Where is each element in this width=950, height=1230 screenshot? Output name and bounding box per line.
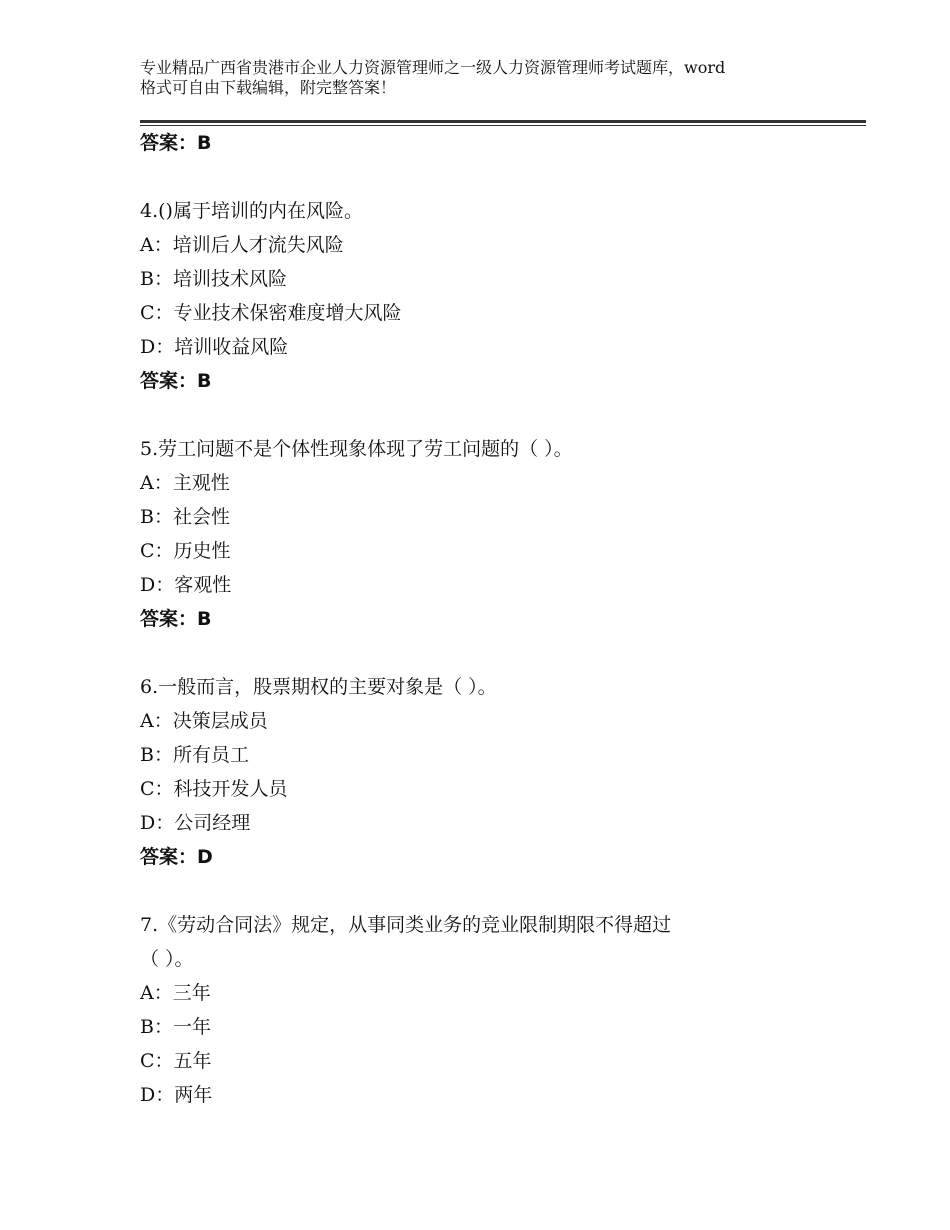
document-header (140, 58, 840, 98)
answer-line: 答案：B (140, 370, 212, 392)
option-c: C：历史性 (140, 540, 231, 562)
option-c: C：科技开发人员 (140, 778, 288, 800)
question-block-5 (140, 432, 866, 636)
spacer (140, 160, 866, 194)
option-b: B：培训技术风险 (140, 268, 287, 290)
option-a: A：决策层成员 (140, 710, 268, 732)
option-a: A：培训后人才流失风险 (140, 234, 344, 256)
option-b: B：所有员工 (140, 744, 249, 766)
option-b: B：一年 (140, 1016, 211, 1038)
question-block-4 (140, 194, 866, 398)
option-a: A：三年 (140, 982, 211, 1004)
question-stem: 4.()属于培训的内在风险。 (140, 200, 363, 222)
header-line-1: 专业精品广西省贵港市企业人力资源管理师之一级人力资源管理师考试题库，word (140, 58, 726, 77)
option-b: B：社会性 (140, 506, 230, 528)
previous-answer: 答案：B (140, 132, 212, 154)
spacer (140, 398, 866, 432)
option-d: D：客观性 (140, 574, 232, 596)
question-stem: 5.劳工问题不是个体性现象体现了劳工问题的（ ）。 (140, 438, 573, 460)
header-rule-thick (140, 120, 866, 123)
option-d: D：公司经理 (140, 812, 251, 834)
question-stem: 7.《劳动合同法》规定，从事同类业务的竞业限制期限不得超过 (140, 914, 672, 936)
option-d: D：培训收益风险 (140, 336, 289, 358)
option-d: D：两年 (140, 1084, 213, 1106)
question-stem: 6.一般而言，股票期权的主要对象是（ ）。 (140, 676, 497, 698)
question-list (140, 126, 866, 1112)
spacer (140, 874, 866, 908)
option-c: C：五年 (140, 1050, 212, 1072)
question-block-6 (140, 670, 866, 874)
question-stem-continued: （ ）。 (140, 948, 194, 970)
option-a: A：主观性 (140, 472, 230, 494)
question-block-7 (140, 908, 866, 1112)
answer-line: 答案：D (140, 846, 213, 868)
header-line-2: 格式可自由下载编辑，附完整答案！ (140, 78, 397, 97)
option-c: C：专业技术保密难度增大风险 (140, 302, 402, 324)
spacer (140, 636, 866, 670)
answer-line: 答案：B (140, 608, 212, 630)
